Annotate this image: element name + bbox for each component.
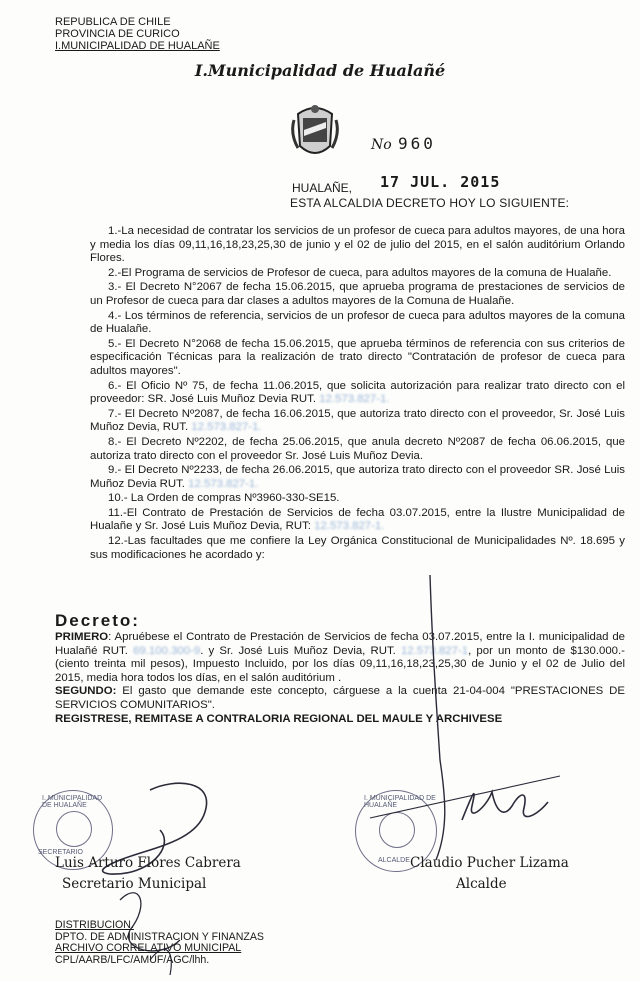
consideration-6-text: 6.- El Oficio Nº 75, de fecha 11.06.2015, que solicita autorización para realizar trato directo con el proveedor: SR. José Luis Muñoz Devia RUT.: [90, 379, 625, 406]
secretary-name: Luis Arturo Flores Cabrera: [55, 855, 241, 871]
decree-number-label: No: [371, 137, 392, 153]
decreto-heading: Decreto:: [55, 611, 140, 630]
redacted-rut-municipality: 69.100.300-9: [133, 644, 201, 657]
redacted-rut: 12.573.827-1.: [188, 477, 259, 490]
date-stamp: 17 JUL. 2015: [380, 173, 501, 191]
consideration-9-text: 9.- El Decreto Nº2233, de fecha 26.06.2015, que autoriza trato directo con el proveedor SR. José Luis Muñoz Devia RUT.: [90, 464, 625, 490]
segundo-text: El gasto que demande este concepto, cárguese a la cuenta 21-04-004 "PRESTACIONES DE SERVICIOS COMUNITARIOS".: [55, 685, 625, 711]
segundo-label: SEGUNDO:: [55, 685, 117, 698]
redacted-rut-person: 12.573.827-1: [400, 644, 469, 657]
decree-body: [55, 631, 625, 726]
consideration-9: [90, 464, 625, 491]
consideration-8: 8.- El Decreto Nº2202, de fecha 25.06.2015, que anula decreto Nº2087 de fecha 06.06.2015, que autoriza trato directo con el proveedor Sr. José Luis Muñoz Devia.: [90, 435, 625, 462]
consideration-5: 5.- El Decreto N°2068 de fecha 15.06.2015, que aprueba términos de referencia con sus criterios de especificación Técnicas para la realización de trato directo "Contratación de profesor de cueca para adultos mayores".: [90, 337, 625, 377]
municipality-title: I.Municipalidad de Hualañé: [194, 61, 446, 80]
coat-of-arms-icon: [56, 811, 92, 847]
redacted-rut: 12.573.827-1.: [314, 520, 385, 533]
distribution-block: [55, 920, 264, 966]
header-block: [55, 16, 220, 52]
coat-of-arms-icon: [379, 812, 415, 848]
consideration-12: 12.-Las facultades que me confiere la Ley Orgánica Constitucional de Municipalidades Nº. 18.695 y sus modificaciones he acordado y:: [90, 535, 625, 561]
distribution-line: ARCHIVO CORRELATIVO MUNICIPAL: [55, 942, 242, 955]
consideration-11-text: 11.-El Contrato de Prestación de Servicios de fecha 03.07.2015, entre la Ilustre Municipalidad de Hualañe y Sr. José Luis Muñoz Devia, RUT:: [90, 506, 625, 533]
mayor-name: Claudio Pucher Lizama: [410, 855, 569, 871]
redacted-rut: 12.573.827-1.: [319, 393, 390, 406]
decree-number: 960: [398, 134, 436, 153]
primero-text-c: , por un monto de $130.000.- (ciento treinta mil pesos), Impuesto Incluido, por los días 09,11,16,18,23,25,30 de Junio y el 02 de Julio del 2015, media hora todos los días, en el salón auditórium .: [55, 644, 625, 684]
consideration-7: [90, 408, 625, 435]
closing-statement: [55, 713, 625, 727]
redacted-rut: 12.573.827-1.: [191, 421, 262, 434]
consideration-11: [90, 507, 625, 534]
consideration-3: 3.- El Decreto N°2067 de fecha 15.06.2015, que aprueba programa de prestaciones de servicios de un Profesor de cueca para dar clases a adultos mayores de la Comuna de Hualañe.: [90, 281, 625, 307]
mayor-title: Alcalde: [456, 876, 507, 892]
primero-label: PRIMERO: [55, 631, 109, 643]
consideration-4: 4.- Los términos de referencia, servicios de un profesor de cueca para adultos mayores de la comuna de Hualañe.: [90, 309, 625, 336]
secretary-title: Secretario Municipal: [62, 876, 207, 892]
primero-paragraph: [55, 631, 625, 685]
stamp-text-bottom: ALCALDE: [378, 857, 410, 864]
primero-text-b: . y Sr. José Luis Muñoz Devia, RUT.: [200, 644, 396, 657]
closing-text: REGISTRESE, REMITASE A CONTRALORIA REGIONAL DEL MAULE Y ARCHIVESE: [55, 712, 503, 725]
intro-statement: ESTA ALCALDIA DECRETO HOY LO SIGUIENTE:: [290, 196, 570, 210]
consideration-1: 1.-La necesidad de contratar los servicios de un profesor de cueca para adultos mayores, de una hora y media los días 09,11,16,18,23,25,30 de junio y el 02 de julio del 2015, en el salón auditórium Orlando Flores.: [90, 225, 625, 265]
distribution-title: DISTRIBUCION.: [55, 919, 134, 931]
header-line-country: REPUBLICA DE CHILE: [55, 16, 171, 28]
consideration-7-text: 7.- El Decreto Nº2087, de fecha 16.06.2015, que autoriza trato directo con el proveedor, Sr. José Luis Muñoz Devia, RUT.: [90, 407, 625, 434]
stamp-text-bottom: SECRETARIO: [38, 849, 83, 856]
distribution-line: CPL/AARB/LFC/AMUF/AGC/lhh.: [55, 953, 210, 966]
considerations-list: [90, 225, 625, 563]
consideration-2: 2.-El Programa de servicios de Profesor de cueca, para adultos mayores de la comuna de Hualañe.: [108, 266, 612, 279]
consideration-10: 10.- La Orden de compras Nº3960-330-SE15.: [108, 492, 340, 505]
municipal-seal-icon: [290, 100, 340, 162]
primero-text-a: : Apruébese el Contrato de Prestación de Servicios de fecha 03.07.2015, entre la I. municipalidad de Hualañé RUT.: [55, 631, 625, 657]
header-line-municipality: I.MUNICIPALIDAD DE HUALAÑE: [55, 40, 220, 52]
header-line-province: PROVINCIA DE CURICO: [55, 28, 180, 40]
place-label: HUALAÑE,: [292, 181, 353, 195]
stamp-text: I. MUNICIPALIDAD DE HUALAÑE: [364, 795, 436, 809]
consideration-6: [90, 380, 625, 407]
stamp-text: I. MUNICIPALIDAD DE HUALAÑE: [42, 795, 103, 809]
segundo-paragraph: [55, 685, 625, 712]
distribution-line: DPTO. DE ADMINISTRACION Y FINANZAS: [55, 930, 264, 943]
